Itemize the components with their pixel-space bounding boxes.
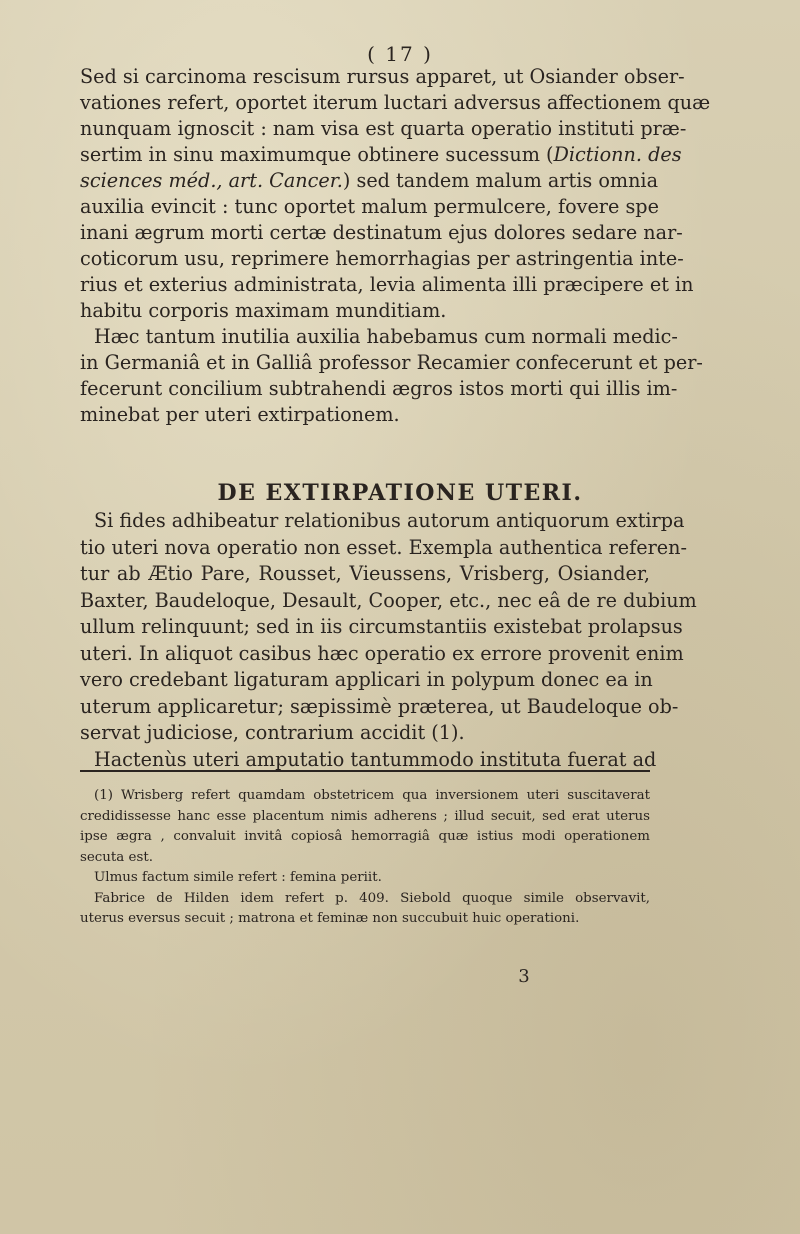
text-line: coticorum usu, reprimere hemorrhagias per astringentia inte- <box>80 247 684 270</box>
text-line: tur ab Ætio Pare, Rousset, Vieussens, Vrisberg, Osiander, <box>80 562 650 585</box>
text-line: uterum applicaretur; sæpissimè præterea, ut Baudeloque ob- <box>80 694 679 718</box>
text-line-with-citation <box>80 142 682 168</box>
text-line-with-citation <box>80 168 659 194</box>
text-line: fecerunt concilium subtrahendi ægros istos morti qui illis im- <box>80 377 678 400</box>
text-line: Si fides adhibeatur relationibus autorum antiquorum extirpa <box>94 509 685 532</box>
text-line: vero credebant ligaturam applicari in polypum donec ea in <box>80 668 653 691</box>
text-segment: sertim in sinu maximumque obtinere sucessum ( <box>80 143 554 166</box>
page-number: ( 17 ) <box>367 42 433 66</box>
text-line: rius et exterius administrata, levia alimenta illi præcipere et in <box>80 273 694 296</box>
text-line: Baxter, Baudeloque, Desault, Cooper, etc., nec eâ de re dubium <box>80 588 697 612</box>
signature-mark: 3 <box>518 966 530 987</box>
footnote-line: (1) Wrisberg refert quamdam obstetricem qua inversionem uteri suscitaverat <box>94 788 650 803</box>
citation-italic: Dictionn. des <box>553 143 682 166</box>
text-line: servat judiciose, contrarium accidit (1). <box>80 721 465 744</box>
text-line: in Germaniâ et in Galliâ professor Recamier confecerunt et per- <box>80 351 703 374</box>
section-heading: DE EXTIRPATIONE UTERI. <box>217 480 583 506</box>
footnote-line: ipse ægra , convaluit invitâ copiosâ hemorragiâ quæ istius modi operationem <box>80 829 650 844</box>
text-line: Hactenùs uteri amputatio tantummodo instituta fuerat ad <box>94 747 657 771</box>
footnote-line: credidissesse hanc esse placentum nimis adherens ; illud secuit, sed erat uterus <box>80 808 650 824</box>
footnote-line: Ulmus factum simile refert : femina periit. <box>94 870 382 885</box>
text-line: inani ægrum morti certæ destinatum ejus dolores sedare nar- <box>80 221 683 244</box>
footnotes <box>80 786 650 930</box>
text-segment: ) sed tandem malum artis omnia <box>342 169 659 192</box>
paragraph-extirpation <box>80 508 697 773</box>
footnote-line: uterus eversus secuit ; matrona et feminæ non succubuit huic operationi. <box>80 911 580 926</box>
text-line: ullum relinquunt; sed in iis circumstantiis existebat prolapsus <box>80 615 683 638</box>
text-line: Hæc tantum inutilia auxilia habebamus cum normali medic- <box>94 325 678 348</box>
text-line: minebat per uteri extirpationem. <box>80 403 400 426</box>
footnote-rule <box>80 770 650 772</box>
text-line: nunquam ignoscit : nam visa est quarta operatio instituti præ- <box>80 117 687 140</box>
footnote-line: Fabrice de Hilden idem refert p. 409. Siebold quoque simile observavit, <box>94 890 650 906</box>
text-line: Sed si carcinoma rescisum rursus apparet, ut Osiander obser- <box>80 65 685 88</box>
citation-italic: sciences méd., art. Cancer. <box>80 169 343 192</box>
text-line: auxilia evincit : tunc oportet malum permulcere, fovere spe <box>80 195 659 218</box>
text-line: vationes refert, oportet iterum luctari adversus affectionem quæ <box>80 91 711 114</box>
text-line: tio uteri nova operatio non esset. Exempla authentica referen- <box>80 535 687 559</box>
footnote-line: secuta est. <box>80 849 153 865</box>
text-line: habitu corporis maximam munditiam. <box>80 299 447 322</box>
text-line: uteri. In aliquot casibus hæc operatio ex errore provenit enim <box>80 641 684 665</box>
paragraph-carcinoma <box>80 64 711 428</box>
